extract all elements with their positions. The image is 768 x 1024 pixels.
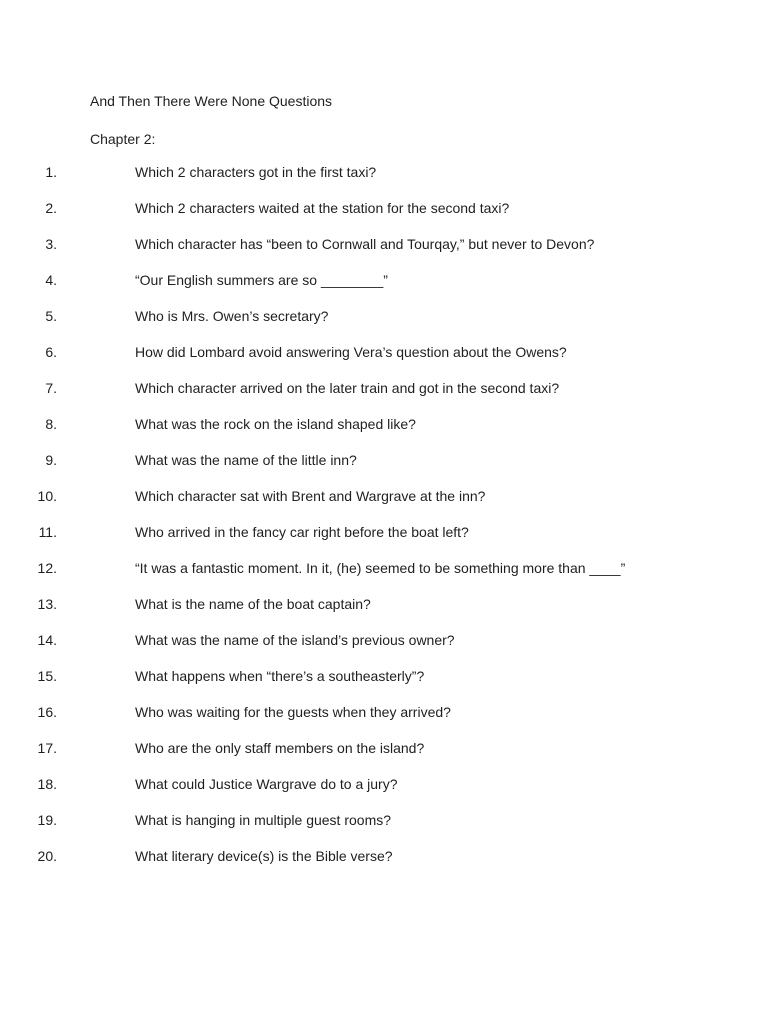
chapter-heading: Chapter 2: (90, 131, 156, 147)
question-text: What happens when “there’s a southeasterly”? (135, 668, 425, 684)
question-number: 6. (45, 344, 57, 360)
question-number: 8. (45, 416, 57, 432)
question-number: 12. (37, 560, 57, 576)
question-number: 4. (45, 272, 57, 288)
question-number: 15. (37, 668, 57, 684)
question-number: 19. (37, 812, 57, 828)
question-text: What was the name of the island’s previous owner? (135, 632, 455, 648)
question-number: 9. (45, 452, 57, 468)
question-text: Who is Mrs. Owen’s secretary? (135, 308, 329, 324)
question-number: 14. (37, 632, 57, 648)
question-text: Which 2 characters got in the first taxi? (135, 164, 377, 180)
question-text: What literary device(s) is the Bible verse? (135, 848, 393, 864)
question-number: 13. (37, 596, 57, 612)
question-text: Which 2 characters waited at the station for the second taxi? (135, 200, 510, 216)
question-number: 1. (45, 164, 57, 180)
question-text: Who was waiting for the guests when they arrived? (135, 704, 451, 720)
question-text: What is the name of the boat captain? (135, 596, 371, 612)
question-number: 16. (37, 704, 57, 720)
question-number: 17. (37, 740, 57, 756)
question-text: Who are the only staff members on the island? (135, 740, 425, 756)
question-number: 5. (45, 308, 57, 324)
question-number: 2. (45, 200, 57, 216)
question-text: What is hanging in multiple guest rooms? (135, 812, 392, 828)
question-number: 7. (45, 380, 57, 396)
question-text: What was the rock on the island shaped like? (135, 416, 416, 432)
question-text: What was the name of the little inn? (135, 452, 357, 468)
question-text: Who arrived in the fancy car right before the boat left? (135, 524, 469, 540)
question-text: How did Lombard avoid answering Vera’s question about the Owens? (135, 344, 567, 360)
question-text: Which character sat with Brent and Wargrave at the inn? (135, 488, 486, 504)
question-text: What could Justice Wargrave do to a jury? (135, 776, 398, 792)
question-number: 3. (45, 236, 57, 252)
document-title: And Then There Were None Questions (90, 93, 333, 109)
question-text: Which character has “been to Cornwall and Tourqay,” but never to Devon? (135, 236, 595, 252)
question-text: “Our English summers are so ________” (135, 272, 388, 288)
question-text: Which character arrived on the later train and got in the second taxi? (135, 380, 560, 396)
question-number: 18. (37, 776, 57, 792)
question-number: 11. (38, 524, 57, 540)
question-number: 10. (37, 488, 57, 504)
question-number: 20. (37, 848, 57, 864)
question-text: “It was a fantastic moment. In it, (he) seemed to be something more than ____” (135, 560, 626, 576)
